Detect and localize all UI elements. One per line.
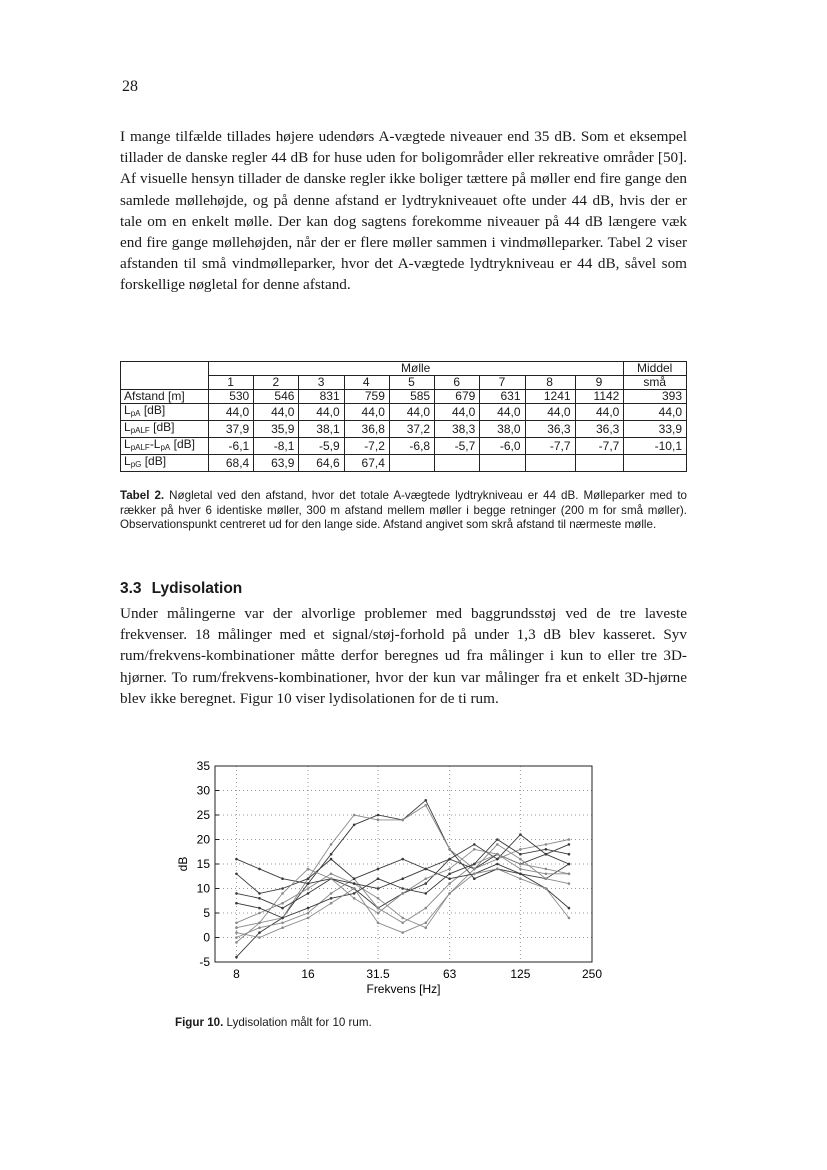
data-point bbox=[545, 848, 548, 851]
y-tick-label: 25 bbox=[196, 808, 210, 822]
table-cell: 44,0 bbox=[209, 404, 254, 421]
data-point bbox=[258, 936, 261, 939]
data-point bbox=[235, 858, 238, 861]
table-cell: 44,0 bbox=[575, 404, 624, 421]
table-column-header: 8 bbox=[525, 376, 575, 390]
section-heading bbox=[120, 580, 252, 598]
data-point bbox=[235, 936, 238, 939]
table-column-header: 5 bbox=[389, 376, 434, 390]
data-point bbox=[519, 868, 522, 871]
table-cell: 44,0 bbox=[480, 404, 525, 421]
table-mean-header-1: Middel bbox=[624, 362, 687, 376]
table-cell: 585 bbox=[389, 390, 434, 404]
series-line bbox=[236, 854, 569, 937]
table-header-row-1 bbox=[121, 362, 687, 376]
data-point bbox=[496, 858, 499, 861]
table-row-label bbox=[121, 455, 209, 472]
table-column-header: 1 bbox=[209, 376, 254, 390]
data-point bbox=[281, 892, 284, 895]
data-point bbox=[377, 868, 380, 871]
series-line bbox=[236, 835, 569, 909]
table-body bbox=[121, 390, 687, 472]
y-tick-label: 0 bbox=[203, 930, 210, 945]
data-point bbox=[353, 824, 356, 827]
data-point bbox=[307, 868, 310, 871]
table-cell: 35,9 bbox=[254, 421, 299, 438]
table-cell: 393 bbox=[624, 390, 687, 404]
body-paragraph-1: I mange tilfælde tillades højere udendørs A-vægtede niveauer end 35 dB. Som et eksempel tillader de danske regler 44 dB for huse uden for boligområder eller rekreative områder [50]. Af visuelle hensyn tillader de danske regler ikke boliger tættere på møller end fire gange den samlede møllehøjde, og på denne afstand er lydtrykniveauet ofte under 44 dB, hvis der er tale om en enkelt mølle. Der kan dog sagtens forekomme niveauer på 44 dB længere væk end fire gange møllehøjden, når der er flere møller sammen i vindmølleparker. Tabel 2 viser afstanden til små vindmølleparker, hvor det A-vægtede lydtrykniveau er 44 dB, såvel som forskellige nøgletal for denne afstand. bbox=[120, 128, 687, 294]
data-point bbox=[330, 873, 333, 876]
table-cell: 1142 bbox=[575, 390, 624, 404]
row-label-part: pG bbox=[130, 460, 142, 469]
data-point bbox=[353, 897, 356, 900]
data-point bbox=[568, 907, 571, 910]
data-point bbox=[281, 907, 284, 910]
data-point bbox=[545, 843, 548, 846]
data-point bbox=[353, 882, 356, 885]
data-point bbox=[330, 902, 333, 905]
data-point bbox=[519, 848, 522, 851]
table-cell: -5,9 bbox=[299, 438, 344, 455]
data-point bbox=[473, 873, 476, 876]
table-row-label bbox=[121, 404, 209, 421]
x-tick-label: 250 bbox=[581, 967, 603, 981]
data-point bbox=[258, 922, 261, 925]
table-cell: 38,1 bbox=[299, 421, 344, 438]
table-cell: 679 bbox=[435, 390, 480, 404]
x-axis-label: Frekvens [Hz] bbox=[366, 982, 441, 996]
y-tick-label: 15 bbox=[196, 857, 210, 871]
table-cell bbox=[480, 455, 525, 472]
table-cell: 63,9 bbox=[254, 455, 299, 472]
data-point bbox=[401, 887, 404, 890]
data-point bbox=[401, 858, 404, 861]
table-row bbox=[121, 390, 687, 404]
table-cell: 68,4 bbox=[209, 455, 254, 472]
table-caption-text: Nøgletal ved den afstand, hvor det totale A-vægtede lydtrykniveau er 44 dB. Mølleparker med to rækker på hver 6 identiske møller, 300 m afstand mellem møller i begge retninger (200 m for små møller). Observationspunkt centreret ud for den lange side. Afstand angivet som skrå afstand til nærmeste mølle. bbox=[120, 489, 688, 531]
data-point bbox=[519, 858, 522, 861]
data-point bbox=[545, 853, 548, 856]
data-point bbox=[235, 892, 238, 895]
table-cell: 44,0 bbox=[344, 404, 389, 421]
data-point bbox=[377, 897, 380, 900]
data-point bbox=[519, 853, 522, 856]
figure-caption bbox=[175, 1016, 575, 1031]
data-point bbox=[424, 804, 427, 807]
data-point bbox=[545, 868, 548, 871]
data-point bbox=[235, 931, 238, 934]
y-tick-label: 30 bbox=[196, 783, 210, 798]
data-point bbox=[330, 892, 333, 895]
data-point bbox=[424, 799, 427, 802]
data-point bbox=[519, 833, 522, 836]
series-line bbox=[236, 844, 569, 893]
data-point bbox=[307, 917, 310, 920]
data-point bbox=[258, 907, 261, 910]
table-row-label bbox=[121, 421, 209, 438]
table-cell: 38,0 bbox=[480, 421, 525, 438]
table-column-header: 9 bbox=[575, 376, 624, 390]
data-point bbox=[424, 882, 427, 885]
data-point bbox=[401, 877, 404, 880]
data-point bbox=[330, 843, 333, 846]
table-row-label bbox=[121, 438, 209, 455]
data-point bbox=[424, 892, 427, 895]
table-row bbox=[121, 421, 687, 438]
data-point bbox=[401, 819, 404, 822]
data-point bbox=[519, 877, 522, 880]
table-cell: 44,0 bbox=[435, 404, 480, 421]
data-point bbox=[330, 877, 333, 880]
data-point bbox=[448, 877, 451, 880]
table-cell: 44,0 bbox=[254, 404, 299, 421]
table-cell bbox=[624, 455, 687, 472]
table-column-header: 2 bbox=[254, 376, 299, 390]
table-cell: 36,8 bbox=[344, 421, 389, 438]
data-point bbox=[448, 858, 451, 861]
data-point bbox=[448, 848, 451, 851]
data-point bbox=[545, 873, 548, 876]
data-point bbox=[401, 892, 404, 895]
table-cell: -7,7 bbox=[575, 438, 624, 455]
data-point bbox=[568, 882, 571, 885]
table-column-header: 6 bbox=[435, 376, 480, 390]
x-tick-label: 31.5 bbox=[366, 967, 390, 981]
section-number: 3.3 bbox=[120, 580, 142, 597]
data-point bbox=[568, 838, 571, 841]
table-cell: 38,3 bbox=[435, 421, 480, 438]
table-column-header: 7 bbox=[480, 376, 525, 390]
x-tick-labels bbox=[233, 967, 602, 981]
data-point bbox=[496, 868, 499, 871]
table-row bbox=[121, 404, 687, 421]
data-point bbox=[473, 868, 476, 871]
data-point bbox=[353, 877, 356, 880]
table-cell: 36,3 bbox=[575, 421, 624, 438]
table-cell bbox=[389, 455, 434, 472]
data-point bbox=[424, 907, 427, 910]
data-point bbox=[353, 887, 356, 890]
data-point bbox=[568, 843, 571, 846]
series-line bbox=[236, 805, 569, 928]
chart-series bbox=[235, 833, 570, 909]
table-cell: 44,0 bbox=[299, 404, 344, 421]
table-cell: 37,2 bbox=[389, 421, 434, 438]
row-label-part: Afstand [m] bbox=[124, 389, 185, 403]
table-cell: 44,0 bbox=[525, 404, 575, 421]
table-cell: -8,1 bbox=[254, 438, 299, 455]
data-point bbox=[281, 917, 284, 920]
data-point bbox=[307, 877, 310, 880]
row-label-part: [dB] bbox=[170, 437, 195, 451]
figure-caption-text: Lydisolation målt for 10 rum. bbox=[223, 1016, 372, 1029]
table-cell: 37,9 bbox=[209, 421, 254, 438]
data-point bbox=[496, 853, 499, 856]
data-point bbox=[307, 892, 310, 895]
data-point bbox=[424, 922, 427, 925]
row-label-part: pALF bbox=[130, 443, 150, 452]
data-point bbox=[235, 926, 238, 929]
table-cell: -6,0 bbox=[480, 438, 525, 455]
sound-insulation-chart bbox=[160, 752, 660, 1012]
data-point bbox=[377, 814, 380, 817]
data-point bbox=[258, 868, 261, 871]
data-point bbox=[424, 868, 427, 871]
data-point bbox=[377, 907, 380, 910]
y-tick-label: 20 bbox=[196, 832, 210, 847]
y-axis-label: dB bbox=[176, 856, 190, 872]
data-point bbox=[424, 926, 427, 929]
y-tick-label: 5 bbox=[203, 906, 210, 920]
data-point bbox=[281, 922, 284, 925]
data-point bbox=[568, 853, 571, 856]
table-cell: 631 bbox=[480, 390, 525, 404]
data-point bbox=[448, 873, 451, 876]
data-point bbox=[281, 926, 284, 929]
x-tick-label: 16 bbox=[301, 967, 315, 981]
y-tick-label: 10 bbox=[196, 881, 210, 896]
data-point bbox=[473, 877, 476, 880]
data-point bbox=[281, 887, 284, 890]
table-cell: 44,0 bbox=[624, 404, 687, 421]
table-cell: -5,7 bbox=[435, 438, 480, 455]
data-point bbox=[235, 922, 238, 925]
table-cell: -7,7 bbox=[525, 438, 575, 455]
data-point bbox=[496, 843, 499, 846]
chart-series bbox=[235, 853, 570, 939]
data-point bbox=[377, 887, 380, 890]
data-point bbox=[330, 853, 333, 856]
table-column-header: 3 bbox=[299, 376, 344, 390]
data-point bbox=[473, 848, 476, 851]
table-cell: 33,9 bbox=[624, 421, 687, 438]
data-point bbox=[307, 912, 310, 915]
data-point bbox=[307, 882, 310, 885]
section-title: Lydisolation bbox=[151, 580, 243, 597]
data-point bbox=[568, 873, 571, 876]
data-point bbox=[401, 931, 404, 934]
data-point bbox=[448, 882, 451, 885]
row-label-part: [dB] bbox=[149, 420, 175, 434]
row-label-part: L bbox=[124, 403, 131, 417]
data-point bbox=[377, 819, 380, 822]
table-cell: -7,2 bbox=[344, 438, 389, 455]
data-point bbox=[307, 907, 310, 910]
data-point bbox=[448, 892, 451, 895]
data-point bbox=[258, 912, 261, 915]
table-cell bbox=[435, 455, 480, 472]
row-label-part: pALF bbox=[130, 426, 150, 435]
x-tick-label: 8 bbox=[233, 967, 240, 981]
table-cell: 67,4 bbox=[344, 455, 389, 472]
table-cell: -6,1 bbox=[209, 438, 254, 455]
data-point bbox=[235, 941, 238, 944]
data-point bbox=[519, 863, 522, 866]
data-point bbox=[424, 877, 427, 880]
data-point bbox=[307, 887, 310, 890]
table-cell: 546 bbox=[254, 390, 299, 404]
y-tick-label: 35 bbox=[196, 759, 210, 773]
table-corner-cell bbox=[121, 362, 209, 390]
table-group-header: Mølle bbox=[209, 362, 624, 376]
data-point bbox=[377, 912, 380, 915]
table-column-header: 4 bbox=[344, 376, 389, 390]
data-point bbox=[281, 902, 284, 905]
page-number: 28 bbox=[122, 78, 138, 95]
data-point bbox=[235, 873, 238, 876]
table-caption-label: Tabel 2. bbox=[120, 489, 165, 502]
y-tick-label: -5 bbox=[199, 955, 210, 969]
table-row-label bbox=[121, 390, 209, 404]
row-label-part: -L bbox=[149, 437, 161, 451]
series-line bbox=[236, 844, 569, 927]
table-cell: 1241 bbox=[525, 390, 575, 404]
x-tick-label: 125 bbox=[510, 967, 531, 981]
key-figures-table bbox=[120, 361, 687, 472]
table-row bbox=[121, 455, 687, 472]
row-label-part: pA bbox=[130, 409, 141, 418]
table-cell: 64,6 bbox=[299, 455, 344, 472]
x-tick-label: 63 bbox=[442, 967, 457, 981]
data-point bbox=[545, 887, 548, 890]
data-point bbox=[258, 926, 261, 929]
row-label-part: L bbox=[124, 420, 131, 434]
row-label-part: L bbox=[124, 454, 131, 468]
data-point bbox=[473, 843, 476, 846]
y-tick-labels bbox=[197, 759, 211, 969]
table-cell bbox=[575, 455, 624, 472]
table-cell: 759 bbox=[344, 390, 389, 404]
data-point bbox=[568, 917, 571, 920]
table-mean-header-2: små bbox=[624, 376, 687, 390]
data-point bbox=[235, 956, 238, 959]
row-label-part: L bbox=[124, 437, 131, 451]
data-point bbox=[353, 814, 356, 817]
data-point bbox=[473, 863, 476, 866]
row-label-part: [dB] bbox=[141, 454, 167, 468]
table-cell: 36,3 bbox=[525, 421, 575, 438]
table-cell: -10,1 bbox=[624, 438, 687, 455]
data-point bbox=[401, 922, 404, 925]
data-point bbox=[258, 892, 261, 895]
table-cell: 530 bbox=[209, 390, 254, 404]
data-point bbox=[448, 868, 451, 871]
data-point bbox=[377, 922, 380, 925]
row-label-part: [dB] bbox=[140, 403, 166, 417]
data-point bbox=[545, 877, 548, 880]
data-point bbox=[519, 873, 522, 876]
row-label-part: pA bbox=[160, 443, 171, 452]
data-point bbox=[377, 877, 380, 880]
series-line bbox=[236, 849, 569, 942]
data-point bbox=[496, 863, 499, 866]
data-point bbox=[496, 838, 499, 841]
table-cell bbox=[525, 455, 575, 472]
body-paragraph-2: Under målingerne var der alvorlige problemer med baggrundsstøj ved de tre laveste frekvenser. 18 målinger med et signal/støj-forhold på under 1,3 dB blev kasseret. Syv rum/frekvens-kombinationer måtte derfor beregnes ud fra målinger i kun to eller tre 3D-hjørner. To rum/frekvens-kombinationer, hvor der kun var målinger fra et enkelt 3D-hjørne blev ikke beregnet. Figur 10 viser lydisolationen for de ti rum. bbox=[120, 605, 687, 707]
table-cell: 44,0 bbox=[389, 404, 434, 421]
data-point bbox=[258, 897, 261, 900]
table-row bbox=[121, 438, 687, 455]
table-cell: 831 bbox=[299, 390, 344, 404]
data-point bbox=[330, 858, 333, 861]
table-cell: -6,8 bbox=[389, 438, 434, 455]
data-point bbox=[353, 892, 356, 895]
data-point bbox=[258, 931, 261, 934]
table-caption bbox=[120, 489, 687, 533]
figure-caption-label: Figur 10. bbox=[175, 1016, 224, 1029]
data-point bbox=[330, 897, 333, 900]
data-point bbox=[401, 917, 404, 920]
data-point bbox=[235, 902, 238, 905]
data-point bbox=[281, 877, 284, 880]
data-point bbox=[568, 863, 571, 866]
